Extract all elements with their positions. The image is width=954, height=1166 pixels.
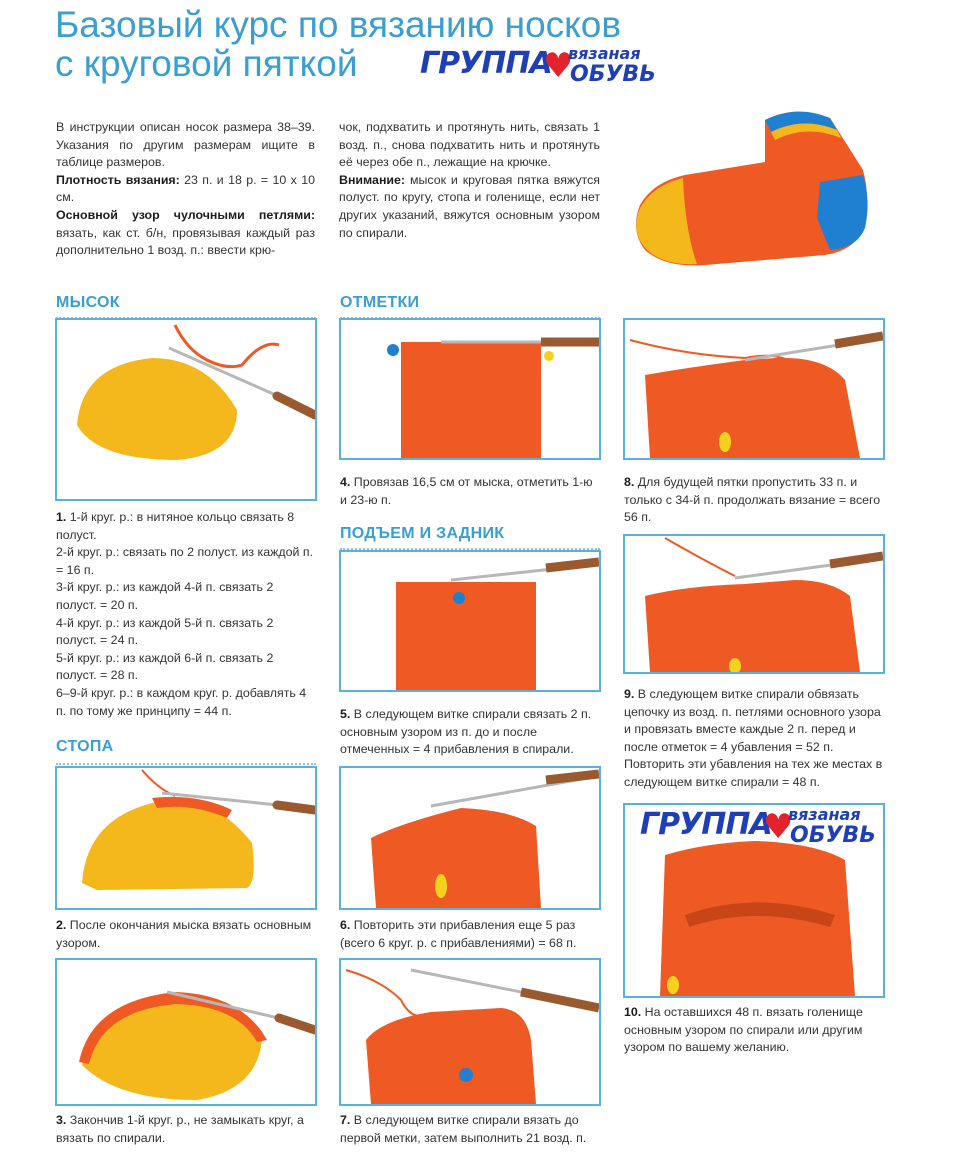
density-label: Плотность вязания: xyxy=(56,172,180,187)
step-6-number: 6. xyxy=(340,918,351,932)
logo-big-word: ОБУВЬ xyxy=(790,823,876,848)
step-3-caption xyxy=(56,1112,316,1147)
photo-step-8 xyxy=(623,318,885,460)
step-9-text: В следующем витке спирали обвязать цепочку из возд. п. петлями основного узора и провязать вместе каждые 2 п. перед и после отметок = 4 убавления = 52 п. Повторить эти убавления на тех же местах в следующем витке спирали = 48 п. xyxy=(624,687,883,789)
step-1-number: 1. xyxy=(56,510,67,524)
title-line-2: с круговой пяткой xyxy=(55,43,358,84)
step-1-line-3: 3-й круг. р.: из каждой 4-й п. связать 2 полуст. = 20 п. xyxy=(56,580,274,612)
intro-continued-text: чок, подхватить и протянуть нить, связать 1 возд. п., снова подхватить нить и протянуть её через обе п., лежащие на крючке. xyxy=(339,120,600,170)
section-heading-gusset: ПОДЪЕМ И ЗАДНИК xyxy=(340,525,505,542)
photo-step-3 xyxy=(55,958,317,1106)
step-1-line-1: 1-й круг. р.: в нитяное кольцо связать 8 полуст. xyxy=(56,510,295,542)
step-1-line-5: 5-й круг. р.: из каждой 6-й п. связать 2 полуст. = 28 п. xyxy=(56,650,274,683)
density-text: 23 п. и 18 р. = 10 х 10 см. xyxy=(56,172,315,205)
step-8-text: Для будущей пятки пропустить 33 п. и только с 34-й п. продолжать вязание = всего 56 п. xyxy=(624,475,881,525)
photo-step-2 xyxy=(55,766,317,910)
photo-step-1 xyxy=(55,318,317,501)
step-2-caption xyxy=(56,917,316,952)
intro-column-2 xyxy=(339,119,600,242)
heart-icon: ♥ xyxy=(543,46,574,86)
step-4-number: 4. xyxy=(340,475,351,489)
step-4-caption xyxy=(340,474,600,509)
photo-step-7 xyxy=(339,958,601,1106)
intro-size-text: В инструкции описан носок размера 38–39. Указания по другим размерам ищите в таблице размеров. xyxy=(56,120,315,170)
step-8-caption xyxy=(624,474,884,527)
step-1-line-6: 6–9-й круг. р.: в каждом круг. р. добавлять 4 п. по тому же принципу = 44 п. xyxy=(56,685,307,718)
step-3-text: Закончив 1-й круг. р., не замыкать круг, а вязать по спирали. xyxy=(56,1113,304,1145)
title-line-1: Базовый курс по вязанию носков xyxy=(55,4,622,45)
step-9-caption xyxy=(624,686,886,792)
pattern-text: вязать, как ст. б/н, провязывая каждый раз дополнительно 1 возд. п.: ввести крю- xyxy=(56,225,315,258)
step-1-caption xyxy=(56,509,316,720)
step-10-caption xyxy=(624,1004,886,1057)
attention-label: Внимание: xyxy=(339,172,406,187)
logo-big-word: ОБУВЬ xyxy=(570,62,656,87)
photo-step-5 xyxy=(339,550,601,692)
group-logo-small xyxy=(640,805,876,853)
group-logo xyxy=(420,44,656,92)
photo-step-4 xyxy=(339,318,601,460)
logo-small-word: вязаная xyxy=(788,805,861,824)
attention-text: мысок и круговая пятка вяжутся полуст. по кругу, стопа и голенище, если нет других указаний, вяжутся основным узором по спирали. xyxy=(339,172,600,240)
step-5-text: В следующем витке спирали связать 2 п. основным узором из п. до и после отмеченных = 4 прибавления в спирали. xyxy=(340,707,592,757)
logo-word: ГРУППА xyxy=(640,807,772,842)
section-rule xyxy=(56,763,316,765)
section-heading-toe: МЫСОК xyxy=(56,294,120,311)
step-5-number: 5. xyxy=(340,707,351,721)
step-7-text: В следующем витке спирали вязать до первой метки, затем выполнить 21 возд. п. xyxy=(340,1113,587,1145)
intro-column-1 xyxy=(56,119,315,260)
logo-small-word: вязаная xyxy=(568,44,641,63)
section-heading-foot: СТОПА xyxy=(56,738,114,755)
step-10-number: 10. xyxy=(624,1005,642,1019)
photo-step-9 xyxy=(623,534,885,674)
finished-sock-image xyxy=(625,100,875,275)
photo-step-6 xyxy=(339,766,601,910)
step-1-line-4: 4-й круг. р.: из каждой 5-й п. связать 2 полуст. = 24 п. xyxy=(56,615,274,648)
step-7-caption xyxy=(340,1112,600,1147)
step-9-number: 9. xyxy=(624,687,635,701)
step-8-number: 8. xyxy=(624,475,635,489)
heart-icon: ♥ xyxy=(763,807,794,847)
logo-word: ГРУППА xyxy=(420,46,552,81)
step-10-text: На оставшихся 48 п. вязать голенище основным узором по спирали или другим узором по вашему желанию. xyxy=(624,1005,863,1055)
step-5-caption xyxy=(340,706,600,759)
section-heading-marks: ОТМЕТКИ xyxy=(340,294,420,311)
step-6-text: Повторить эти прибавления еще 5 раз (всего 6 круг. р. с прибавлениями) = 68 п. xyxy=(340,918,577,950)
step-1-line-2: 2-й круг. р.: связать по 2 полуст. из каждой п. = 16 п. xyxy=(56,545,314,577)
pattern-label: Основной узор чулочными петлями: xyxy=(56,207,315,222)
step-4-text: Провязав 16,5 см от мыска, отметить 1-ю и 23-ю п. xyxy=(340,475,593,507)
step-2-number: 2. xyxy=(56,918,67,932)
step-6-caption xyxy=(340,917,600,952)
step-2-text: После окончания мыска вязать основным узором. xyxy=(56,918,312,950)
step-7-number: 7. xyxy=(340,1113,351,1127)
step-3-number: 3. xyxy=(56,1113,67,1127)
